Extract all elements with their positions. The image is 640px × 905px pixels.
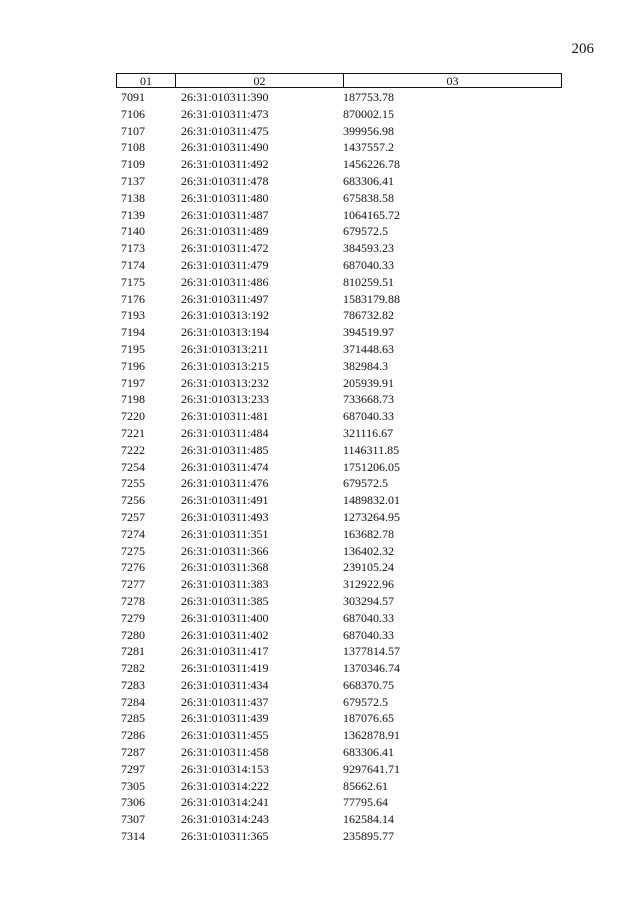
table-row	[116, 543, 562, 560]
cell-value: 687040.33	[343, 627, 394, 642]
table-row	[116, 559, 562, 576]
cell-cadastral-number: 26:31:010311:481	[181, 409, 269, 424]
cell-cadastral-number: 26:31:010311:455	[181, 728, 269, 743]
cell-id: 7198	[121, 392, 145, 407]
cell-id: 7196	[121, 358, 145, 373]
cell-id: 7279	[121, 610, 145, 625]
cell-value: 668370.75	[343, 677, 394, 692]
cell-value: 687040.33	[343, 610, 394, 625]
cell-id: 7285	[121, 711, 145, 726]
cell-cadastral-number: 26:31:010311:493	[181, 509, 269, 524]
table-row	[116, 207, 562, 224]
cell-cadastral-number: 26:31:010311:497	[181, 291, 269, 306]
cell-cadastral-number: 26:31:010314:153	[181, 761, 270, 776]
cell-cadastral-number: 26:31:010311:385	[181, 593, 269, 608]
cell-value: 1146311.85	[343, 442, 400, 457]
table-row	[116, 156, 562, 173]
cell-cadastral-number: 26:31:010311:417	[181, 644, 269, 659]
cell-cadastral-number: 26:31:010311:490	[181, 140, 269, 155]
cell-value: 810259.51	[343, 274, 394, 289]
cell-cadastral-number: 26:31:010311:491	[181, 493, 269, 508]
table-row	[116, 727, 562, 744]
cell-cadastral-number: 26:31:010311:487	[181, 207, 269, 222]
cell-id: 7254	[121, 459, 145, 474]
table-row	[116, 89, 562, 106]
cell-value: 1064165.72	[343, 207, 400, 222]
cell-value: 162584.14	[343, 812, 394, 827]
cell-id: 7281	[121, 644, 145, 659]
cell-id: 7091	[121, 90, 145, 104]
cell-value: 1489832.01	[343, 493, 400, 508]
cell-cadastral-number: 26:31:010311:390	[181, 90, 269, 104]
cell-cadastral-number: 26:31:010311:473	[181, 106, 269, 121]
table-row	[116, 257, 562, 274]
cell-value: 382984.3	[343, 358, 388, 373]
cell-cadastral-number: 26:31:010314:243	[181, 812, 270, 827]
cell-value: 187076.65	[343, 711, 394, 726]
cell-cadastral-number: 26:31:010311:478	[181, 173, 269, 188]
cell-id: 7138	[121, 190, 145, 205]
cell-cadastral-number: 26:31:010313:233	[181, 392, 270, 407]
cell-value: 683306.41	[343, 173, 394, 188]
cell-id: 7278	[121, 593, 145, 608]
cell-id: 7307	[121, 812, 145, 827]
cell-cadastral-number: 26:31:010311:485	[181, 442, 269, 457]
table-row	[116, 425, 562, 442]
cell-id: 7283	[121, 677, 145, 692]
cell-value: 1583179.88	[343, 291, 400, 306]
cell-value: 679572.5	[343, 694, 388, 709]
table-row	[116, 139, 562, 156]
cell-value: 384593.23	[343, 241, 394, 256]
table-row	[116, 509, 562, 526]
cell-value: 321116.67	[343, 425, 394, 440]
cell-value: 205939.91	[343, 375, 394, 390]
table-row	[116, 677, 562, 694]
table-row	[116, 324, 562, 341]
cell-value: 1370346.74	[343, 661, 400, 676]
table-row	[116, 391, 562, 408]
cell-value: 1377814.57	[343, 644, 400, 659]
table-row	[116, 778, 562, 795]
cell-value: 1273264.95	[343, 509, 400, 524]
cell-value: 9297641.71	[343, 761, 400, 776]
table-row	[116, 526, 562, 543]
cell-value: 394519.97	[343, 325, 394, 340]
cell-cadastral-number: 26:31:010311:458	[181, 745, 269, 760]
cell-id: 7174	[121, 257, 145, 272]
cell-id: 7287	[121, 745, 145, 760]
cell-id: 7305	[121, 778, 145, 793]
table-row	[116, 106, 562, 123]
table-row	[116, 173, 562, 190]
table-row	[116, 375, 562, 392]
table-row	[116, 576, 562, 593]
column-header-03: 03	[343, 74, 561, 87]
cell-value: 303294.57	[343, 593, 394, 608]
cell-id: 7280	[121, 627, 145, 642]
table-row	[116, 828, 562, 845]
table-row	[116, 627, 562, 644]
table-row	[116, 744, 562, 761]
cell-cadastral-number: 26:31:010311:400	[181, 610, 269, 625]
table-row	[116, 123, 562, 140]
table-row	[116, 274, 562, 291]
cell-cadastral-number: 26:31:010311:351	[181, 526, 269, 541]
cell-cadastral-number: 26:31:010313:211	[181, 341, 269, 356]
column-header-02: 02	[175, 74, 343, 87]
cell-id: 7314	[121, 829, 145, 844]
table-row	[116, 694, 562, 711]
cell-id: 7297	[121, 761, 145, 776]
cell-id: 7275	[121, 543, 145, 558]
column-header-01: 01	[140, 74, 152, 88]
cell-id: 7274	[121, 526, 145, 541]
cell-cadastral-number: 26:31:010311:486	[181, 274, 269, 289]
cell-id: 7194	[121, 325, 145, 340]
cell-cadastral-number: 26:31:010311:368	[181, 560, 269, 575]
cell-id: 7193	[121, 308, 145, 323]
page-number: 206	[571, 41, 594, 57]
cell-value: 163682.78	[343, 526, 394, 541]
cell-id: 7222	[121, 442, 145, 457]
cell-value: 679572.5	[343, 224, 388, 239]
cell-id: 7140	[121, 224, 145, 239]
table-row	[116, 240, 562, 257]
cell-cadastral-number: 26:31:010311:484	[181, 425, 269, 440]
cell-value: 786732.82	[343, 308, 394, 323]
table-row	[116, 291, 562, 308]
cell-cadastral-number: 26:31:010311:419	[181, 661, 269, 676]
table-row	[116, 710, 562, 727]
cell-value: 675838.58	[343, 190, 394, 205]
cell-id: 7282	[121, 661, 145, 676]
cell-value: 683306.41	[343, 745, 394, 760]
cell-id: 7173	[121, 241, 145, 256]
cell-cadastral-number: 26:31:010311:475	[181, 123, 269, 138]
table-row	[116, 408, 562, 425]
table-row	[116, 643, 562, 660]
cell-value: 687040.33	[343, 409, 394, 424]
cell-value: 187753.78	[343, 90, 394, 104]
cell-value: 136402.32	[343, 543, 394, 558]
cell-value: 1751206.05	[343, 459, 400, 474]
cell-cadastral-number: 26:31:010311:479	[181, 257, 269, 272]
cell-id: 7108	[121, 140, 145, 155]
cell-id: 7255	[121, 476, 145, 491]
cell-id: 7197	[121, 375, 145, 390]
cell-value: 77795.64	[343, 795, 388, 810]
cell-value: 1456226.78	[343, 157, 400, 172]
table-row	[116, 794, 562, 811]
table-row	[116, 307, 562, 324]
cell-id: 7256	[121, 493, 145, 508]
cell-value: 733668.73	[343, 392, 394, 407]
cell-id: 7109	[121, 157, 145, 172]
cell-cadastral-number: 26:31:010313:194	[181, 325, 270, 340]
cell-cadastral-number: 26:31:010311:480	[181, 190, 269, 205]
cell-id: 7276	[121, 560, 145, 575]
cell-id: 7257	[121, 509, 145, 524]
cell-value: 399956.98	[343, 123, 394, 138]
cell-cadastral-number: 26:31:010311:492	[181, 157, 269, 172]
cell-cadastral-number: 26:31:010314:222	[181, 778, 270, 793]
cell-cadastral-number: 26:31:010314:241	[181, 795, 270, 810]
cell-id: 7107	[121, 123, 145, 138]
cell-value: 687040.33	[343, 257, 394, 272]
cell-cadastral-number: 26:31:010311:476	[181, 476, 269, 491]
data-table	[116, 73, 562, 845]
cell-id: 7139	[121, 207, 145, 222]
table-row	[116, 190, 562, 207]
table-row	[116, 475, 562, 492]
cell-cadastral-number: 26:31:010311:474	[181, 459, 269, 474]
cell-id: 7175	[121, 274, 145, 289]
table-row	[116, 492, 562, 509]
cell-value: 870002.15	[343, 106, 394, 121]
cell-id: 7220	[121, 409, 145, 424]
table-row	[116, 459, 562, 476]
cell-cadastral-number: 26:31:010311:365	[181, 829, 269, 844]
cell-cadastral-number: 26:31:010311:489	[181, 224, 269, 239]
cell-id: 7286	[121, 728, 145, 743]
table-row	[116, 442, 562, 459]
cell-value: 312922.96	[343, 577, 394, 592]
table-row	[116, 341, 562, 358]
cell-cadastral-number: 26:31:010311:402	[181, 627, 269, 642]
cell-cadastral-number: 26:31:010311:383	[181, 577, 269, 592]
table-row	[116, 593, 562, 610]
cell-value: 1437557.2	[343, 140, 394, 155]
cell-id: 7221	[121, 425, 145, 440]
cell-id: 7106	[121, 106, 145, 121]
table-header	[116, 73, 562, 88]
cell-id: 7284	[121, 694, 145, 709]
table-row	[116, 358, 562, 375]
table-row	[116, 610, 562, 627]
cell-value: 85662.61	[343, 778, 388, 793]
table-body	[116, 89, 562, 845]
cell-value: 1362878.91	[343, 728, 400, 743]
cell-id: 7176	[121, 291, 145, 306]
cell-cadastral-number: 26:31:010311:366	[181, 543, 269, 558]
table-row	[116, 761, 562, 778]
cell-cadastral-number: 26:31:010313:192	[181, 308, 270, 323]
cell-cadastral-number: 26:31:010311:439	[181, 711, 269, 726]
table-row	[116, 223, 562, 240]
cell-id: 7277	[121, 577, 145, 592]
cell-id: 7137	[121, 173, 145, 188]
table-row	[116, 660, 562, 677]
cell-cadastral-number: 26:31:010311:434	[181, 677, 269, 692]
cell-value: 679572.5	[343, 476, 388, 491]
cell-cadastral-number: 26:31:010311:472	[181, 241, 269, 256]
cell-id: 7195	[121, 341, 145, 356]
cell-cadastral-number: 26:31:010313:215	[181, 358, 270, 373]
cell-id: 7306	[121, 795, 145, 810]
table-row	[116, 811, 562, 828]
cell-cadastral-number: 26:31:010311:437	[181, 694, 269, 709]
cell-value: 371448.63	[343, 341, 394, 356]
cell-cadastral-number: 26:31:010313:232	[181, 375, 270, 390]
cell-value: 235895.77	[343, 829, 394, 844]
cell-value: 239105.24	[343, 560, 394, 575]
